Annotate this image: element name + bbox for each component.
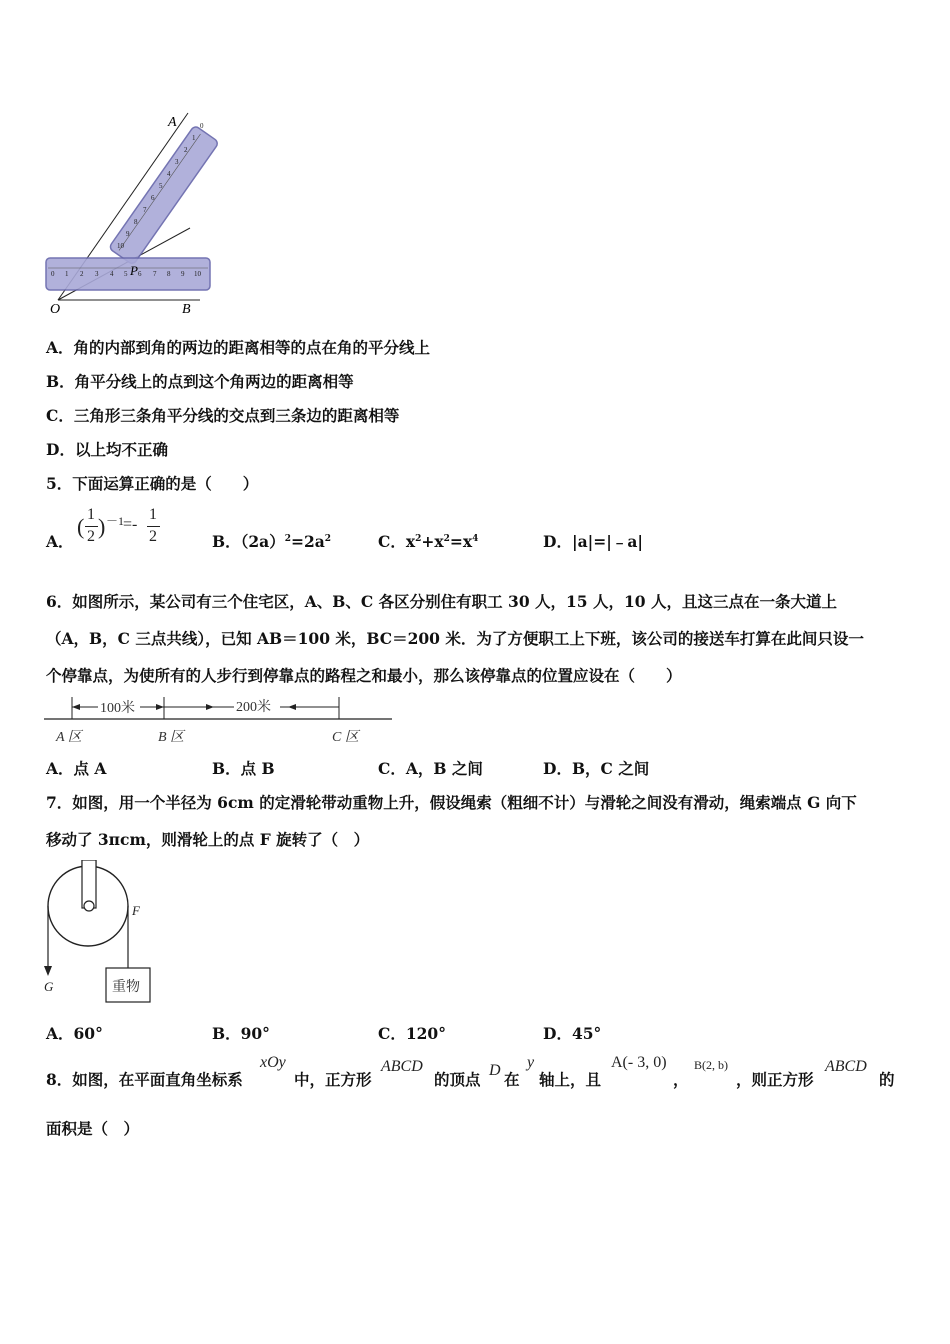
q4-option-c[interactable]: C．三角形三条角平分线的交点到三条边的距离相等 (46, 406, 400, 425)
q7-line-2: 移动了 3πcm，则滑轮上的点 F 旋转了（ ） (46, 830, 370, 849)
q8-part-6: ，则正方形 (736, 1070, 814, 1089)
q5-option-b[interactable] (212, 530, 331, 552)
pulley-figure (40, 860, 160, 1010)
ruler2-tick: 6 (138, 270, 142, 278)
label-O: O (50, 302, 61, 317)
ruler2-tick: 5 (124, 270, 128, 278)
ruler1-tick: 3 (175, 158, 179, 166)
q5-option-a-formula (77, 506, 169, 554)
q6-line-3: 个停靠点，为使所有的人步行到停靠点的路程之和最小，那么该停靠点的位置应设在（ ） (46, 666, 682, 685)
q6-line-2: （A，B，C 三点共线），已知 AB＝100 米，BC＝200 米．为了方便职工上下班，该公司的接送车打算在此间只设一 (46, 629, 864, 648)
q8-part-2: 中，正方形 (294, 1070, 372, 1089)
ruler2-tick: 2 (80, 270, 84, 278)
q8-part-5: 轴上，且 (539, 1070, 602, 1089)
q5-option-c[interactable] (378, 530, 478, 552)
q8-y: y (527, 1054, 535, 1071)
arrowhead-bc-left (288, 704, 296, 710)
q7-option-b[interactable]: B．90° (212, 1024, 270, 1043)
q7-option-c[interactable]: C．120° (378, 1024, 446, 1043)
q5-option-c-c: =x (449, 532, 473, 551)
paren-close: ) (98, 514, 106, 539)
ruler1-tick: 9 (126, 230, 130, 238)
q8-comma: ， (673, 1070, 689, 1089)
ruler1-tick: 2 (184, 146, 188, 154)
q5-option-d[interactable]: D．|a|=|﹣a| (543, 532, 644, 551)
equals-minus: =- (123, 516, 138, 533)
q6-option-b[interactable]: B．点 B (212, 759, 275, 778)
label-G: G (44, 979, 54, 994)
q5-option-c-exp1: 2 (415, 533, 422, 544)
q8-part-1: 8．如图，在平面直角坐标系 (46, 1070, 243, 1089)
ruler2-tick: 10 (194, 270, 201, 278)
ruler1-tick: 7 (143, 206, 147, 214)
q7-line-1: 7．如图，用一个半径为 6cm 的定滑轮带动重物上升，假设绳索（粗细不计）与滑轮之间没有滑动，绳索端点 G 向下 (46, 793, 857, 812)
zone-a: A 区 (56, 730, 82, 745)
frac2-bar (147, 526, 160, 527)
arrowhead-ab-right (156, 704, 164, 710)
weight-label: 重物 (112, 980, 140, 995)
pulley-axle (84, 901, 94, 911)
q8-part-3: 的顶点 (434, 1070, 481, 1089)
label-A: A (168, 115, 177, 130)
ruler1-tick: 8 (134, 218, 138, 226)
dist-bc: 200米 (236, 700, 271, 715)
q8-abcd-2: ABCD (825, 1058, 867, 1075)
horizontal-ruler (46, 258, 210, 290)
q5-option-c-b: +x (421, 532, 444, 551)
ruler2-tick: 0 (51, 270, 55, 278)
q4-option-a[interactable]: A．角的内部到角的两边的距离相等的点在角的平分线上 (46, 338, 431, 357)
ruler2-tick: 3 (95, 270, 99, 278)
label-F: F (132, 903, 140, 918)
zone-c: C 区 (332, 730, 359, 745)
q7-option-d[interactable]: D．45° (543, 1024, 602, 1043)
frac-bar (85, 526, 98, 527)
q6-option-d[interactable]: D．B，C 之间 (543, 759, 650, 778)
q8-d: D (489, 1062, 501, 1079)
road-figure (44, 693, 394, 749)
ruler2-tick: 9 (181, 270, 185, 278)
angle-ruler-figure (40, 108, 230, 318)
q8-point-a: A(- 3, 0) (611, 1054, 667, 1071)
frac2-den: 2 (149, 528, 157, 545)
q5-option-b-label: B． (212, 532, 241, 551)
ruler1-tick: 4 (167, 170, 171, 178)
q5-stem: 5．下面运算正确的是（ ） (46, 474, 259, 493)
exponent: －1 (106, 514, 125, 528)
q8-xoy: xOy (260, 1054, 286, 1071)
q5-option-c-label: C． (378, 532, 406, 551)
q4-option-d[interactable]: D．以上均不正确 (46, 440, 168, 459)
ruler1-tick: 0 (200, 122, 204, 130)
q8-point-b: B(2, b) (694, 1058, 728, 1072)
ruler1-tick: 6 (151, 194, 155, 202)
q5-option-c-exp2: 2 (443, 533, 450, 544)
q5-option-a-label[interactable]: A． (46, 532, 74, 551)
q5-option-b-exp2: 2 (324, 533, 332, 544)
ruler1-tick: 1 (192, 134, 196, 142)
arrowhead-g (44, 966, 52, 976)
zone-b: B 区 (158, 730, 185, 745)
q5-option-b-base: （2a） (240, 532, 285, 551)
ruler2-tick: 4 (110, 270, 114, 278)
ruler2-tick: 8 (167, 270, 171, 278)
q8-part-7: 的 (879, 1070, 895, 1089)
label-B: B (182, 302, 191, 317)
q8-abcd-1: ABCD (381, 1058, 423, 1075)
arrowhead-ab-left (72, 704, 80, 710)
paren-open: ( (77, 514, 85, 539)
q8-line-2: 面积是（ ） (46, 1119, 140, 1138)
q8-part-4: 在 (504, 1070, 520, 1089)
frac-num: 1 (87, 506, 95, 523)
frac2-num: 1 (149, 506, 157, 523)
q4-option-b[interactable]: B．角平分线上的点到这个角两边的距离相等 (46, 372, 354, 391)
slanted-ruler (109, 125, 220, 265)
q6-line-1: 6．如图所示，某公司有三个住宅区，A、B、C 各区分别住有职工 30 人，15 人，10 人，且这三点在一条大道上 (46, 592, 837, 611)
q5-option-c-a: x (405, 532, 416, 551)
ruler1-tick: 10 (117, 242, 124, 250)
q6-option-c[interactable]: C．A，B 之间 (378, 759, 483, 778)
dist-ab: 100米 (100, 701, 135, 716)
frac-den: 2 (87, 528, 95, 545)
q6-option-a[interactable]: A．点 A (46, 759, 107, 778)
q5-option-b-rest: =2a (290, 532, 325, 551)
q5-option-b-exp: 2 (284, 533, 291, 544)
ruler2-tick: 7 (153, 270, 157, 278)
ruler2-tick: 1 (65, 270, 69, 278)
arrowhead-bc-right (206, 704, 214, 710)
q7-option-a[interactable]: A．60° (46, 1024, 103, 1043)
label-P: P (130, 263, 138, 278)
q5-option-c-exp3: 4 (472, 533, 479, 544)
ruler1-tick: 5 (159, 182, 163, 190)
